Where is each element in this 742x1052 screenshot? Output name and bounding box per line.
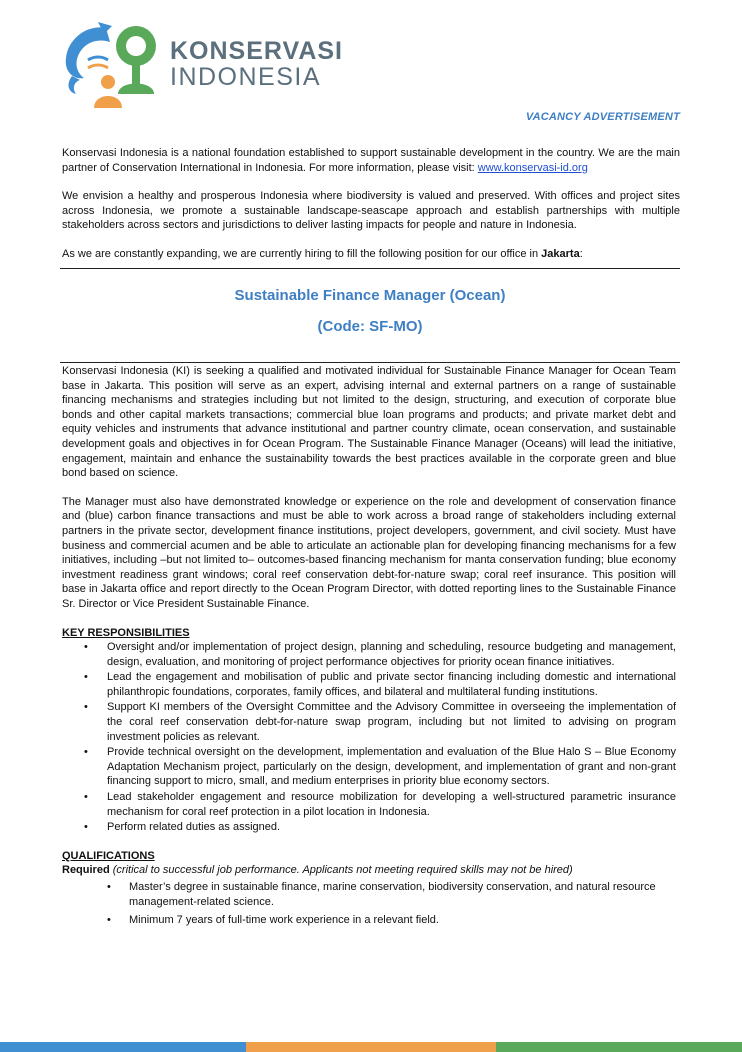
job-description-section [62, 364, 676, 932]
intro-paragraph-1 [62, 146, 680, 175]
intro-text-3-end: : [579, 247, 583, 260]
footer-bar-green [496, 1042, 742, 1052]
footer-bar-orange [246, 1042, 496, 1052]
list-item: • Lead the engagement and mobilisation of public and private sector financing including domestic and international philanthropic foundations, corporates, family offices, and bilateral and multilateral funding institutions. [107, 670, 676, 699]
qualifications-heading: QUALIFICATIONS [62, 849, 155, 862]
responsibilities-heading: KEY RESPONSIBILITIES [62, 626, 190, 639]
responsibilities-list [62, 640, 676, 835]
description-paragraph-1: Konservasi Indonesia (KI) is seeking a qualified and motivated individual for Sustainable Finance Manager for Ocean Team base in Jakarta. This position will serve as an expert, advising internal and external partners on a range of sustainable financing mechanisms and strategies including but not limited to the design, structuring, and execution of corporate blue bonds and other capital markets transactions; commercial blue loan programs and products; and private market debt and equity vehicles and instruments that advance institutional and partner country climate, ocean conservation, and sustainable development goals and objectives in for Ocean Program. The Sustainable Finance Manager (Oceans) will lead the initiative, engagement, maintain and enhance the sustainability towards the best practices available in the corporate green and blue bond based on science. [62, 365, 676, 480]
logo-line-1: KONSERVASI [170, 37, 344, 65]
divider-top [60, 268, 680, 269]
intro-text-3: As we are constantly expanding, we are currently hiring to fill the following position for our office in [62, 247, 542, 260]
required-label: Required [62, 864, 110, 877]
logo-wordmark [170, 38, 343, 91]
list-item: • Oversight and/or implementation of project design, planning and scheduling, resource budgeting and management, design, evaluation, and monitoring of project performance objectives for priority ocean finance initiatives. [107, 640, 676, 669]
list-item: • Minimum 7 years of full-time work experience in a relevant field. [129, 913, 676, 928]
job-title: Sustainable Finance Manager (Ocean) [234, 287, 506, 304]
divider-bottom [60, 362, 680, 363]
list-item: • Support KI members of the Oversight Committee and the Advisory Committee in overseeing the implementation of the coral reef conservation debt-for-nature swap program, including but not limited to advising on program investment policies as relevant. [107, 700, 676, 744]
footer-bar-blue [0, 1042, 246, 1052]
list-item: • Perform related duties as assigned. [107, 820, 676, 835]
konservasi-logo [58, 20, 348, 112]
list-item: • Provide technical oversight on the development, implementation and evaluation of the Blue Halo S – Blue Economy Adaptation Mechanism project, particularly on the design, development, and implementation of grant and non-grant financing support to micro, small, and medium enterprises in priority blue economy sectors. [107, 745, 676, 789]
intro-paragraph-3 [62, 247, 680, 262]
required-line [62, 863, 676, 878]
footer-color-bar [0, 1042, 742, 1052]
required-note: (critical to successful job performance. Applicants not meeting required skills may not be hired) [109, 864, 573, 877]
intro-text-1: Konservasi Indonesia is a national foundation established to support sustainable development in the country. We are the main partner of Conservation International in Indonesia. For more information, please visit: [62, 147, 680, 174]
description-paragraph-2: The Manager must also have demonstrated knowledge or experience on the role and development of conservation finance and (blue) carbon finance transactions and must be able to work across a broad range of stakeholders including external partners in the private sector, development finance institutions, project developers, government, and civil society. Must have business and commercial acumen and be able to articulate an actionable plan for developing financing mechanisms for a few initiatives, including –but not limited to– outcomes-based financing mechanism for manta conservation funding; blue economy investment readiness grant windows; coral reef conservation debt-for-nature swap; coral reef insurance. This position will base in Jakarta office and report directly to the Ocean Program Director, with dotted reporting lines to the Sustainable Finance Sr. Director or Vice President Sustainable Finance. [62, 495, 676, 610]
website-link[interactable]: www.konservasi-id.org [477, 161, 588, 174]
list-item: • Lead stakeholder engagement and resource mobilization for developing a well-structured parametric insurance mechanism for coral reef protection in a pilot location in Indonesia. [107, 790, 676, 819]
office-location: Jakarta [541, 247, 580, 260]
job-code: (Code: SF-MO) [317, 318, 423, 335]
logo-line-2: INDONESIA [170, 63, 322, 92]
vacancy-advertisement-label: VACANCY ADVERTISEMENT [525, 111, 680, 123]
logo-mark-icon [58, 20, 166, 112]
intro-section [62, 146, 680, 276]
list-item: • Master’s degree in sustainable finance, marine conservation, biodiversity conservation, and natural resource management-related science. [129, 880, 676, 909]
intro-paragraph-2: We envision a healthy and prosperous Indonesia where biodiversity is valued and preserved. With offices and project sites across Indonesia, we promote a sustainable landscape-seascape approach and establish partnerships with multiple stakeholders across sectors and jurisdictions to deliver lasting impacts for people and nature in Indonesia. [62, 190, 680, 232]
qualifications-list [62, 880, 676, 928]
